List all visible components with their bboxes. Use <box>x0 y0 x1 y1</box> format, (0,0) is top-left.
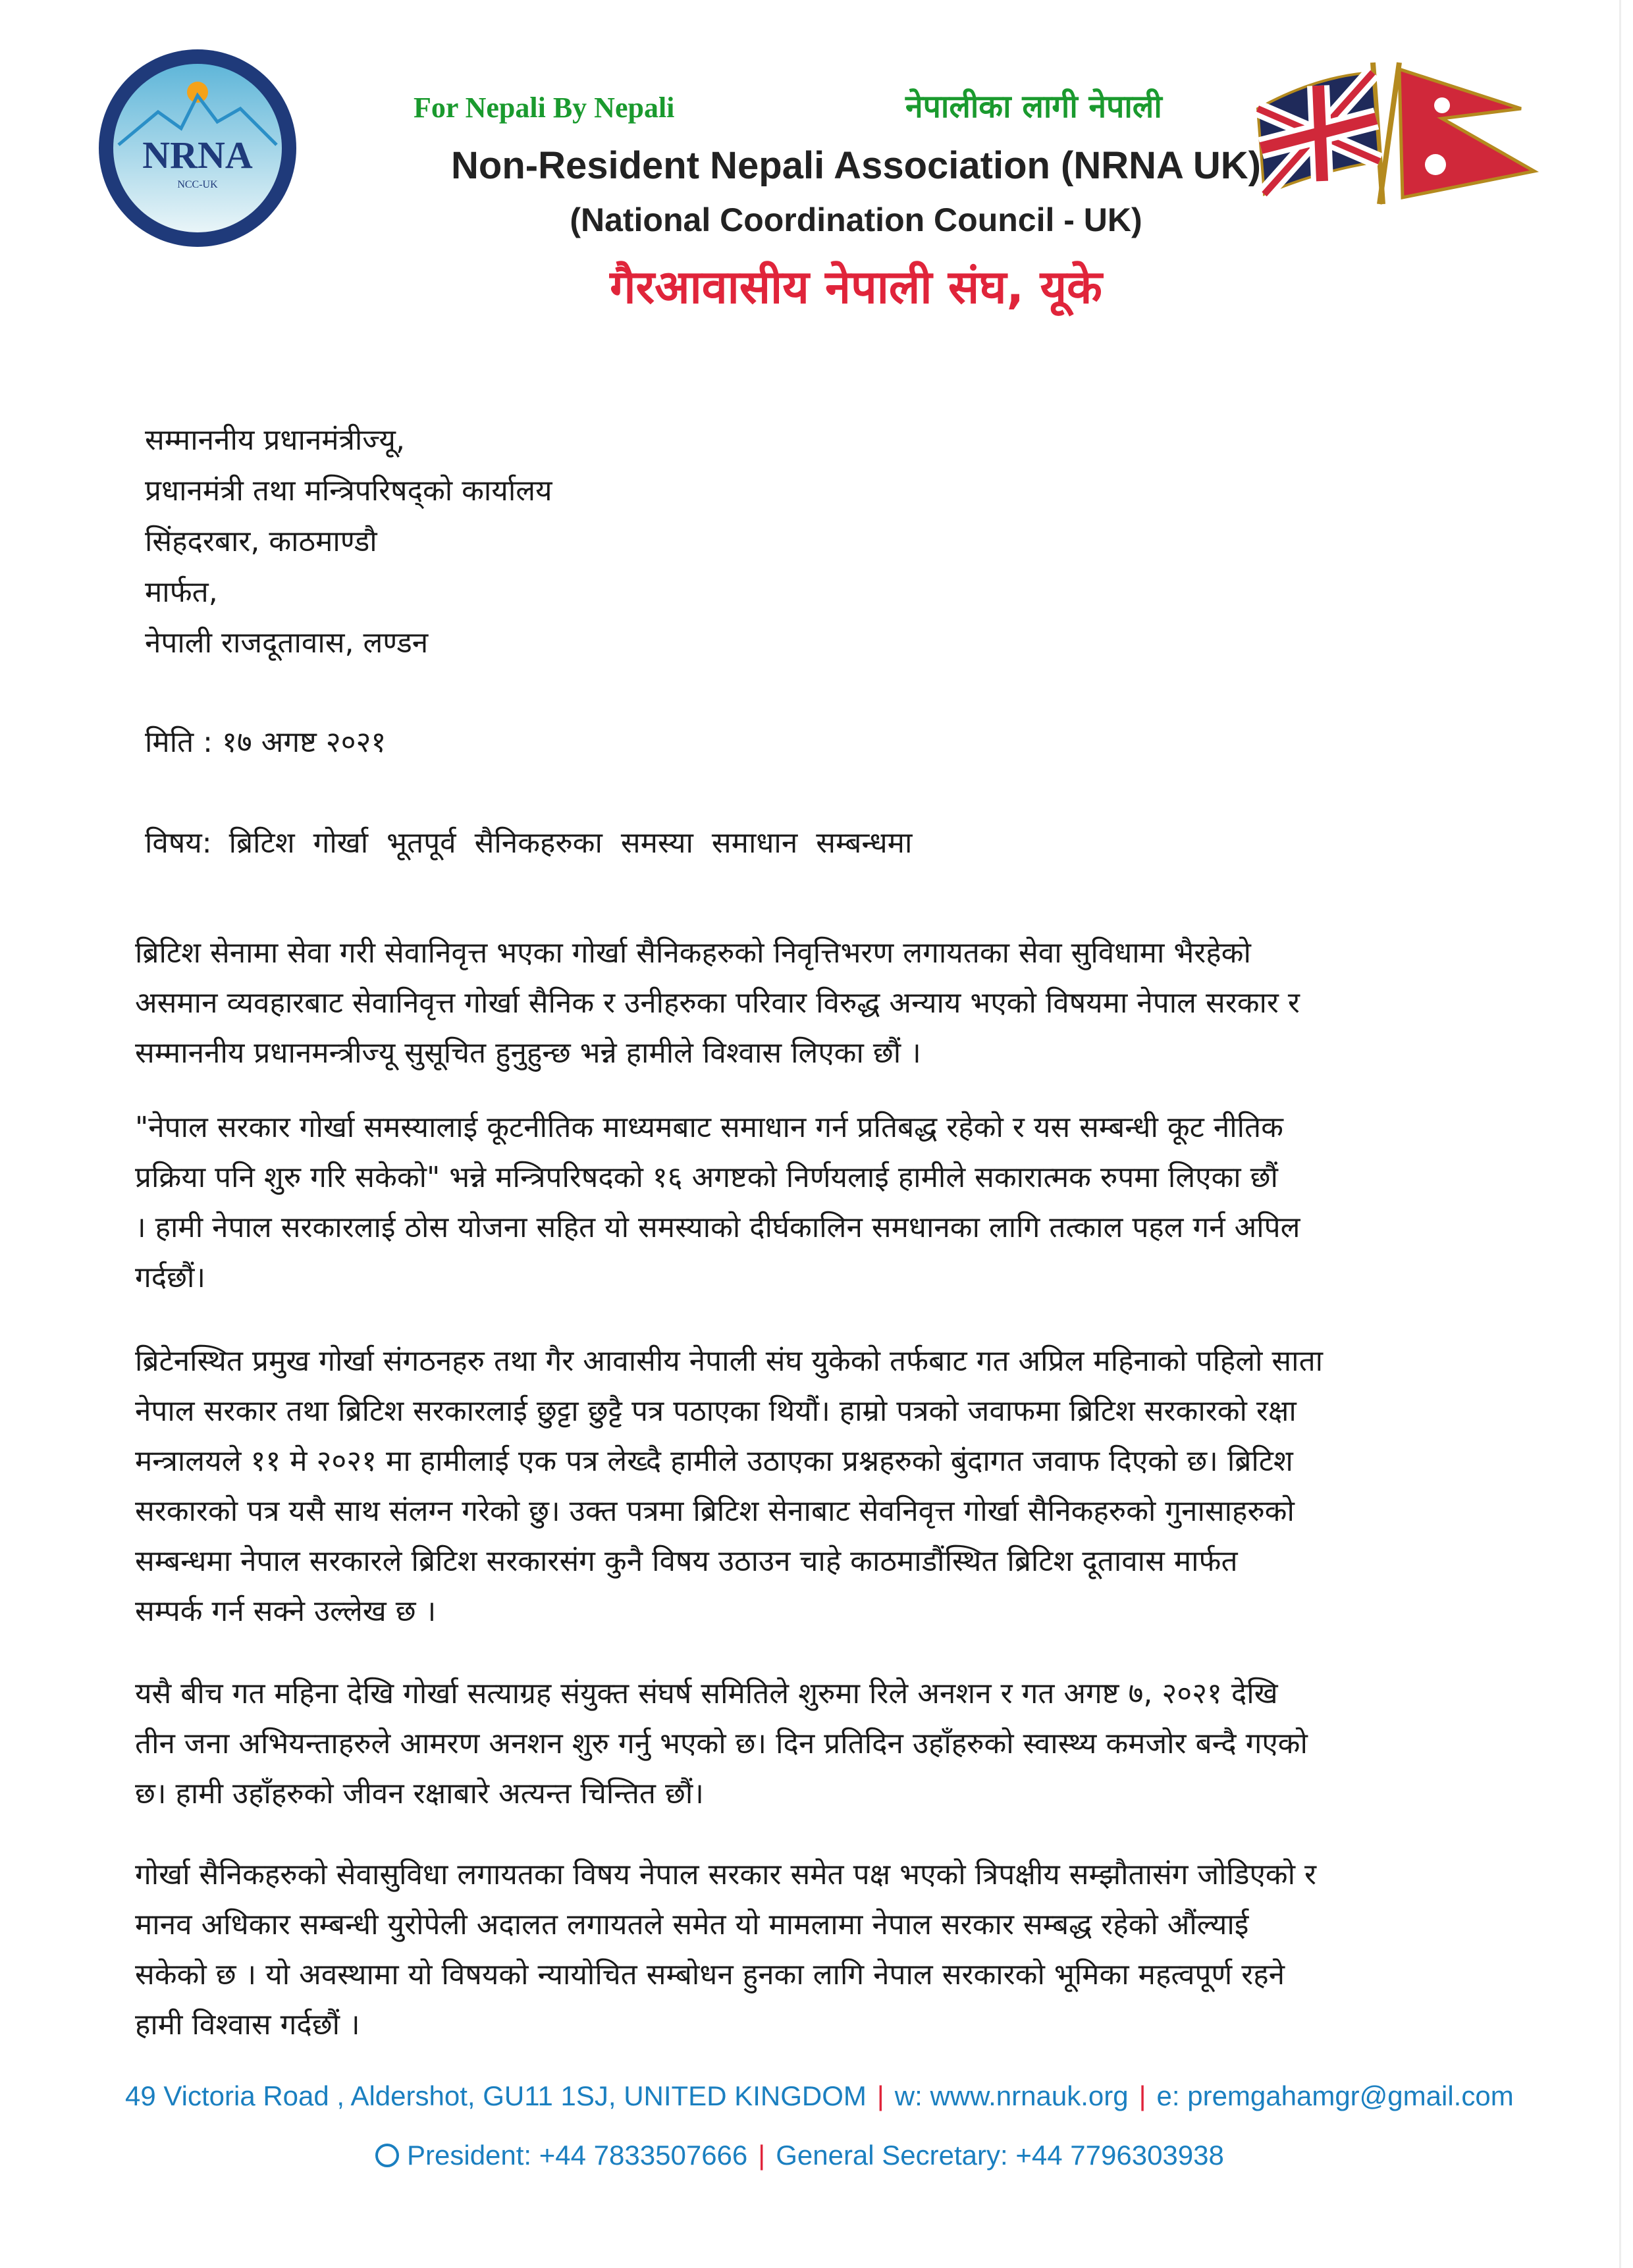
scan-edge <box>1619 0 1621 2268</box>
subject-text: ब्रिटिश गोर्खा भूतपूर्व सैनिकहरुका समस्या समाधान सम्बन्धमा <box>228 826 913 860</box>
footer-contact-line <box>125 2080 1514 2112</box>
tagline-english: For Nepali By Nepali <box>414 92 675 124</box>
paragraph-line: तीन जना अभियन्ताहरुले आमरण अनशन शुरु गर्नु भएको छ। दिन प्रतिदिन उहाँहरुको स्वास्थ्य कमजोर बन्दै गएको <box>135 1727 1308 1760</box>
paragraph-line: सम्माननीय प्रधानमन्त्रीज्यू सुसूचित हुनुहुन्छ भन्ने हामीले विश्वास लिएका छौं । <box>135 1036 921 1070</box>
subject-label: विषय: <box>145 826 212 860</box>
email-label: e: <box>1156 2080 1180 2111</box>
svg-text:NCC-UK: NCC-UK <box>177 179 218 190</box>
address-line: नेपाली राजदूतावास, लण्डन <box>145 626 429 660</box>
email-link[interactable]: premgahamgr@gmail.com <box>1187 2080 1514 2111</box>
web-label: w: <box>894 2080 923 2111</box>
paragraph-line: गोर्खा सैनिकहरुको सेवासुविधा लगायतका विषय नेपाल सरकार समेत पक्ष भएको त्रिपक्षीय सम्झौतासंग जोडिएको र <box>135 1858 1316 1891</box>
paragraph-line: यसै बीच गत महिना देखि गोर्खा सत्याग्रह संयुक्त संघर्ष समितिले शुरुमा रिले अनशन र गत अगष्ट ७, २०२१ देखि <box>135 1677 1278 1710</box>
paragraph-line: ब्रिटिश सेनामा सेवा गरी सेवानिवृत्त भएका गोर्खा सैनिकहरुको निवृत्तिभरण लगायतका सेवा सुविधामा भैरहेको <box>135 936 1251 970</box>
body-paragraph <box>135 1103 1505 1303</box>
paragraph-line: हामी विश्वास गर्दछौं । <box>135 2008 360 2042</box>
paragraph-line: "नेपाल सरकार गोर्खा समस्यालाई कूटनीतिक माध्यमबाट समाधान गर्न प्रतिबद्ध रहेको र यस सम्बन्धी कूट नीतिक <box>135 1111 1283 1144</box>
address-line: मार्फत, <box>145 575 218 609</box>
paragraph-line: सरकारको पत्र यसै साथ संलग्न गरेको छु। उक्त पत्रमा ब्रिटिश सेनाबाट सेवनिवृत्त गोर्खा सैनिकहरुको गुनासाहरुको <box>135 1494 1295 1528</box>
paragraph-line: सम्बन्धमा नेपाल सरकारले ब्रिटिश सरकारसंग कुनै विषय उठाउन चाहे काठमाडौंस्थित ब्रिटिश दूतावास मार्फत <box>135 1544 1238 1578</box>
body-paragraph <box>135 1850 1505 2050</box>
organization-name-nepali: गैरआवासीय नेपाली संघ, यूके <box>610 260 1102 314</box>
letter-subject <box>145 822 929 861</box>
letter-date: मिति : १७ अगष्ट २०२१ <box>145 725 387 759</box>
separator: | <box>1138 2080 1146 2111</box>
paragraph-line: सकेको छ । यो अवस्थामा यो विषयको न्यायोचित सम्बोधन हुनका लागि नेपाल सरकारको भूमिका महत्वपूर्ण रहने <box>135 1958 1285 1991</box>
separator: | <box>876 2080 884 2111</box>
footer-address: 49 Victoria Road , Aldershot, GU11 1SJ, UNITED KINGDOM <box>125 2080 867 2111</box>
separator: | <box>758 2140 766 2171</box>
paragraph-line: प्रक्रिया पनि शुरु गरि सकेको" भन्ने मन्त्रिपरिषदको १६ अगष्टको निर्णयलाई हामीले सकारात्मक रुपमा लिएका छौं <box>135 1161 1278 1194</box>
organization-subtitle: (National Coordination Council - UK) <box>570 201 1142 238</box>
paragraph-line: गर्दछौं। <box>135 1261 206 1294</box>
paragraph-line: मानव अधिकार सम्बन्धी युरोपेली अदालत लगायतले समेत यो मामलामा नेपाल सरकार सम्बद्ध रहेको औंल्याई <box>135 1908 1249 1941</box>
body-paragraph <box>135 1336 1505 1637</box>
president-phone: President: +44 7833507666 <box>407 2140 748 2171</box>
paragraph-line: नेपाल सरकार तथा ब्रिटिश सरकारलाई छुट्टा छुट्टै पत्र पठाएका थियौं। हाम्रो पत्रको जवाफमा ब्रिटिश सरकारको रक्षा <box>135 1394 1297 1428</box>
body-paragraph <box>135 928 1505 1078</box>
secretary-phone: General Secretary: +44 7796303938 <box>776 2140 1224 2171</box>
tagline-nepali: नेपालीका लागी नेपाली <box>905 88 1162 125</box>
paragraph-line: ब्रिटेनस्थित प्रमुख गोर्खा संगठनहरु तथा गैर आवासीय नेपाली संघ युकेको तर्फबाट गत अप्रिल महिनाको पहिलो साता <box>135 1344 1324 1378</box>
svg-text:NRNA: NRNA <box>142 134 253 176</box>
body-paragraph <box>135 1669 1505 1819</box>
organization-name: Non-Resident Nepali Association (NRNA UK) <box>451 144 1261 187</box>
recipient-address <box>145 415 552 668</box>
footer-phone-line <box>375 2140 1224 2171</box>
address-line: सिंहदरबार, काठमाण्डौ <box>145 525 377 558</box>
address-line: सम्माननीय प्रधानमंत्रीज्यू, <box>145 423 405 457</box>
paragraph-line: छ। हामी उहाँहरुको जीवन रक्षाबारे अत्यन्त चिन्तित छौं। <box>135 1777 704 1810</box>
paragraph-line: । हामी नेपाल सरकारलाई ठोस योजना सहित यो समस्याको दीर्घकालिन समधानका लागि तत्काल पहल गर्न अपिल <box>135 1211 1300 1244</box>
paragraph-line: मन्त्रालयले ११ मे २०२१ मा हामीलाई एक पत्र लेख्दै हामीले उठाएका प्रश्नहरुको बुंदागत जवाफ दिएको छ। ब्रिटिश <box>135 1444 1293 1478</box>
phone-icon <box>375 2144 399 2167</box>
website-link[interactable]: www.nrnauk.org <box>930 2080 1129 2111</box>
paragraph-line: सम्पर्क गर्न सक्ने उल्लेख छ । <box>135 1595 437 1628</box>
address-line: प्रधानमंत्री तथा मन्त्रिपरिषद्को कार्यालय <box>145 474 552 508</box>
paragraph-line: असमान व्यवहारबाट सेवानिवृत्त गोर्खा सैनिक र उनीहरुका परिवार विरुद्ध अन्याय भएको विषयमा नेपाल सरकार र <box>135 986 1300 1020</box>
